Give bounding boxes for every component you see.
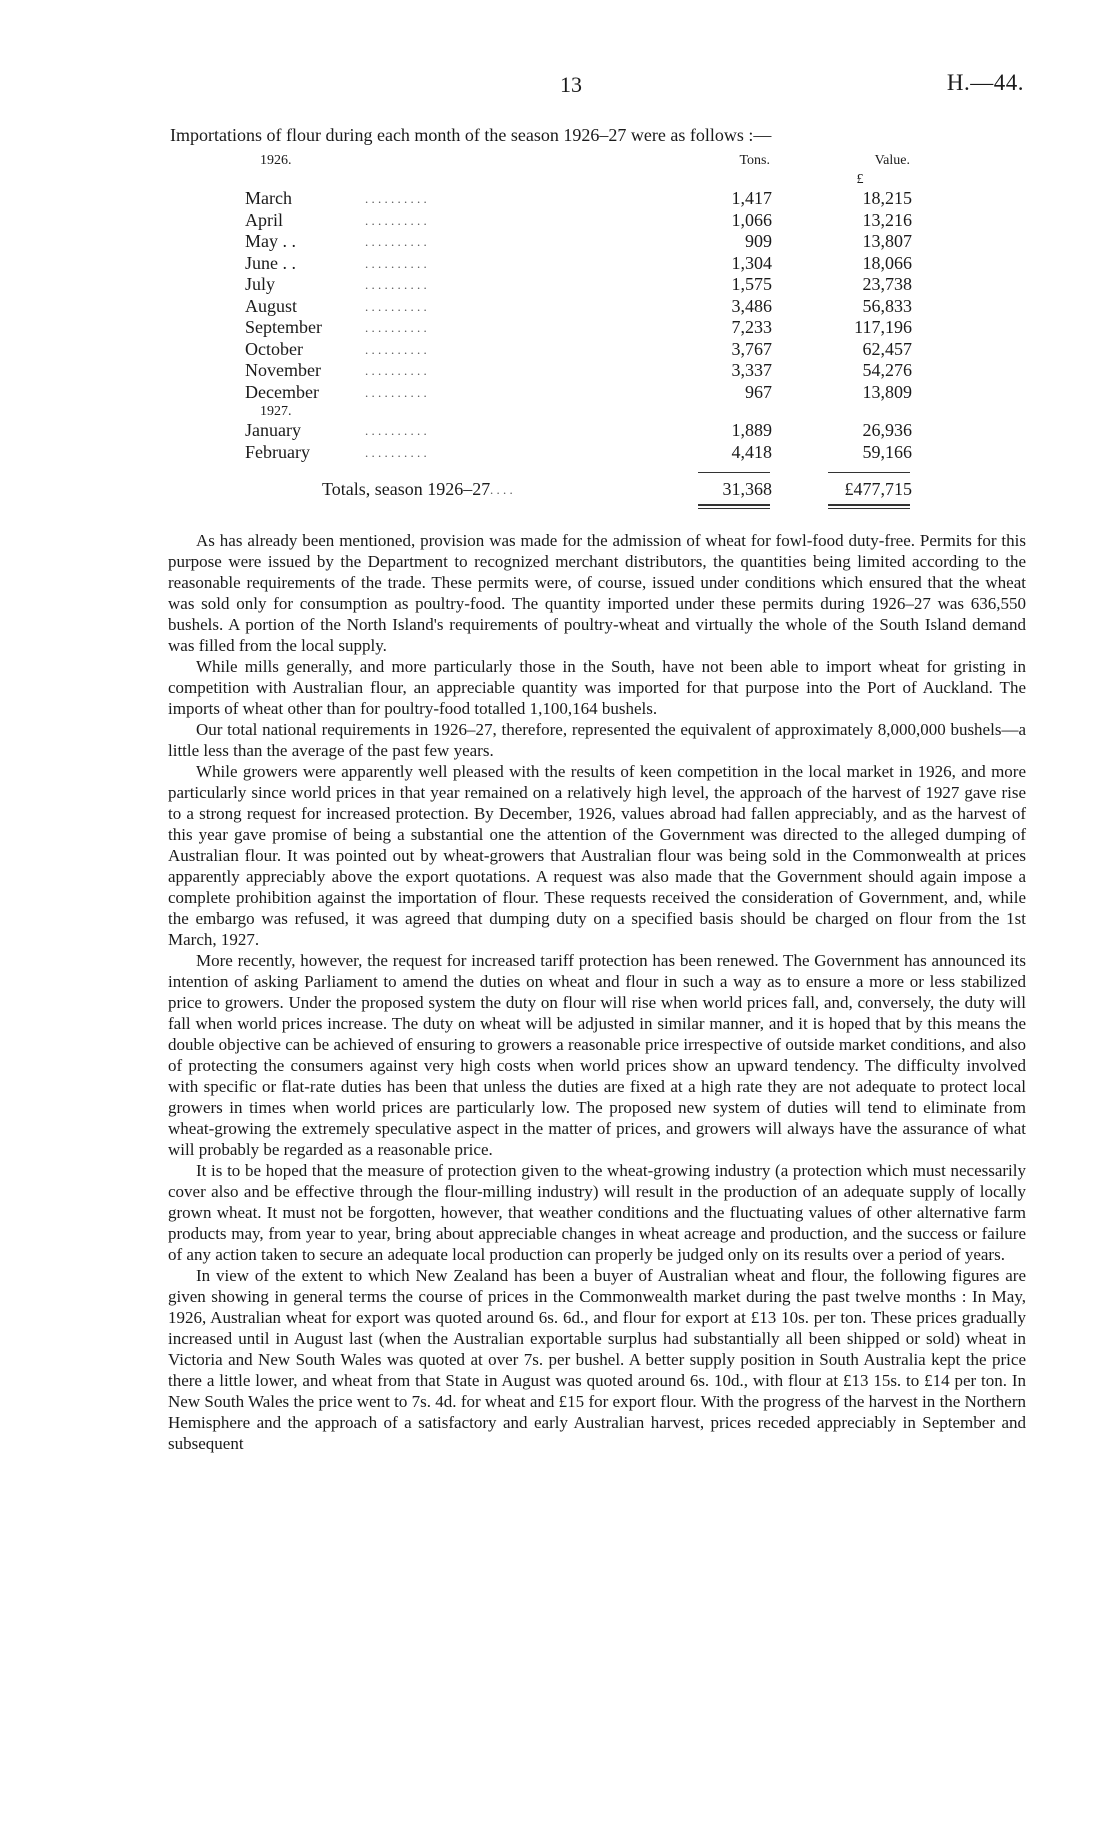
rows-1927 <box>230 420 920 463</box>
year-label-1927: 1927. <box>260 404 292 419</box>
table-row <box>230 442 920 464</box>
paragraph: More recently, however, the request for increased tariff protection has been renewed. The Government has announced its intention of asking Parliament to amend the duties on wheat and flour in such a way as to ensure a more or less stabilized price to growers. Under the proposed system the duty on flour will rise when world prices fall, and, conversely, the duty will fall when world prices increase. The duty on wheat will be adjusted in similar manner, and it is hoped that by this means the double objective can be achieved of ensuring to growers a reasonable price irrespective of outside market conditions, and also of protecting the consumers against very high costs when world prices show an upward tendency. The difficulty involved with specific or flat-rate duties has been that unless the duties are fixed at a high rate they are not adequate to protect local growers in times when world prices are particularly low. The proposed new system of duties will tend to eliminate from wheat-growing the extremely speculative aspect in the matter of prices, and growers will always have the assurance of what will probably be regarded as a reasonable price. <box>168 951 1026 1159</box>
tons-cell: 3,767 <box>678 339 772 361</box>
flour-imports-table <box>230 150 920 513</box>
tons-cell: 1,575 <box>678 274 772 296</box>
leader-dots: . . . . . . . . . . <box>365 444 427 460</box>
tons-cell: 3,337 <box>678 360 772 382</box>
table-intro: Importations of flour during each month of the season 1926–27 were as follows :— <box>170 125 772 145</box>
value-cell: 23,738 <box>862 274 912 294</box>
value-cell: 13,809 <box>862 381 912 402</box>
paragraph: It is to be hoped that the measure of protection given to the wheat-growing industry (a protection which must necessarily cover also and be effective through the flour-milling industry) will result in the production of an adequate supply of locally grown wheat. It must not be forgotten, however, that weather conditions and the fluctuating values of other alternative farm products may, from year to year, bring about appreciable changes in wheat acreage and production, and the success or failure of any action taken to secure an adequate local production can properly be judged only on its results over a period of years. <box>168 1161 1026 1264</box>
tons-total-rule <box>698 504 770 506</box>
table-row <box>230 339 920 361</box>
month-cell: August <box>245 295 298 316</box>
month-cell: May . . <box>245 231 296 251</box>
month-cell: October <box>245 338 303 359</box>
col-value-header: Value. <box>874 153 910 168</box>
month-cell: July <box>245 274 276 294</box>
leader-dots: . . . . . . . . . . <box>365 320 427 335</box>
tons-cell: 1,304 <box>678 253 772 275</box>
table-row <box>230 253 920 275</box>
leader-dots: . . . . . . . . . . <box>365 212 427 228</box>
paragraph: Our total national requirements in 1926–27, therefore, represented the equivalent of approximately 8,000,000 bushels—a little less than the average of the past few years. <box>168 720 1026 760</box>
tons-cell: 909 <box>678 231 772 253</box>
leader-dots: . . . . . . . . . . <box>365 423 427 438</box>
month-cell: September <box>245 317 322 337</box>
leader-dots: . . . . . . . . . . <box>365 191 427 206</box>
table-header-row <box>230 150 920 172</box>
tons-cell: 967 <box>678 382 772 404</box>
leader-dots: . . . . . . . . . . <box>365 298 427 314</box>
table-row <box>230 420 920 442</box>
tons-cell: 7,233 <box>678 317 772 339</box>
value-cell: 62,457 <box>862 338 912 359</box>
tons-cell: 1,889 <box>678 420 772 442</box>
value-total-rule <box>828 504 910 506</box>
page-number: 13 <box>560 72 582 97</box>
month-cell: December <box>245 381 319 402</box>
month-cell: April <box>245 209 283 230</box>
leader-dots: . . . . . . . . . . <box>365 234 427 249</box>
leader-dots: . . . . . . . . . . <box>365 363 427 378</box>
value-cell: 13,216 <box>862 209 912 230</box>
table-row <box>230 317 920 339</box>
value-cell: 59,166 <box>862 441 912 462</box>
document-reference: H.—44. <box>946 70 1024 95</box>
table-row <box>230 382 920 404</box>
paragraph: While mills generally, and more particularly those in the South, have not been able to import wheat for gristing in competition with Australian flour, an appreciable quantity was imported for that purpose into the Port of Auckland. The imports of wheat other than for poultry-food totalled 1,100,164 bushels. <box>168 657 1026 718</box>
value-cell: 56,833 <box>862 295 912 316</box>
total-leader-dots: . . . . <box>490 482 513 497</box>
value-total-rule-2 <box>828 508 910 509</box>
value-unit-row <box>230 172 920 188</box>
tons-cell: 1,417 <box>678 188 772 210</box>
month-cell: January <box>245 420 301 440</box>
value-cell: 18,215 <box>862 188 912 208</box>
leader-dots: . . . . . . . . . . <box>365 384 427 400</box>
rows-1926 <box>230 188 920 403</box>
total-tons: 31,368 <box>678 479 772 501</box>
tons-cell: 3,486 <box>678 296 772 318</box>
paragraph: As has already been mentioned, provision was made for the admission of wheat for fowl-food duty-free. Permits for this purpose were issued by the Department to recognized merchant distributors, the quantities being limited according to the reasonable requirements of the trade. These permits were, of course, issued under conditions which ensured that the wheat was sold only for consumption as poultry-food. The quantity imported under these permits during 1926–27 was 636,550 bushels. A portion of the North Island's requirements of poultry-wheat and virtually the whole of the South Island demand was filled from the local supply. <box>168 531 1026 655</box>
table-row <box>230 360 920 382</box>
tons-total-rule-2 <box>698 508 770 509</box>
table-row <box>230 231 920 253</box>
subtotal-rule-row <box>230 463 920 479</box>
body-text <box>168 530 1026 1454</box>
total-double-rule-row <box>230 501 920 513</box>
total-row <box>230 479 920 501</box>
year-label-1927-row <box>230 403 920 420</box>
tons-cell: 4,418 <box>678 442 772 464</box>
col-tons-header: Tons. <box>739 153 770 168</box>
table-row <box>230 274 920 296</box>
paragraph: In view of the extent to which New Zealand has been a buyer of Australian wheat and flour, the following figures are given showing in general terms the course of prices in the Commonwealth market during the past twelve months : In May, 1926, Australian wheat for export was quoted around 6s. 6d., and flour for export at £13 10s. per ton. These prices gradually increased until in August last (when the Australian exportable surplus had substantially all been shipped or sold) wheat in Victoria and New South Wales was quoted at over 7s. per bushel. A better supply position in South Australia kept the price there a little lower, and wheat from that State in August was quoted around 6s. 10d., with flour at £13 15s. to £14 per ton. In New South Wales the price went to 7s. 4d. for wheat and £15 for export flour. With the progress of the harvest in the Northern Hemisphere and the approach of a satisfactory and early Australian harvest, prices receded appreciably in September and subsequent <box>168 1266 1026 1453</box>
value-cell: 26,936 <box>862 420 912 440</box>
leader-dots: . . . . . . . . . . <box>365 277 427 292</box>
value-cell: 18,066 <box>862 252 912 273</box>
leader-dots: . . . . . . . . . . <box>365 341 427 357</box>
value-subtotal-rule <box>828 472 910 473</box>
table-row <box>230 296 920 318</box>
total-value: £477,715 <box>844 479 912 499</box>
value-cell: 13,807 <box>862 231 912 251</box>
month-cell: February <box>245 441 310 462</box>
table-row <box>230 210 920 232</box>
paragraph: While growers were apparently well pleased with the results of keen competition in the local market in 1926, and more particularly since world prices in that year remained on a relatively high level, the approach of the harvest of 1927 gave rise to a strong request for increased protection. By December, 1926, values abroad had fallen appreciably, and as the harvest of this year gave promise of being a substantial one the attention of the Government was directed to the alleged dumping of Australian flour. It was pointed out by wheat-growers that Australian flour was being sold in the Commonwealth at prices apparently appreciably above the export quotations. A request was also made that the Government should again impose a complete prohibition against the importation of flour. These requests received the consideration of Government, and, while the embargo was refused, it was agreed that dumping duty on a specified basis should be charged on flour from the 1st March, 1927. <box>168 762 1026 949</box>
total-label: Totals, season 1926–27 <box>322 479 491 499</box>
month-cell: June . . <box>245 252 296 273</box>
tons-cell: 1,066 <box>678 210 772 232</box>
value-cell: 117,196 <box>854 317 912 337</box>
col-value-unit: £ <box>856 172 864 187</box>
tons-subtotal-rule <box>698 472 770 473</box>
table-row <box>230 188 920 210</box>
month-cell: November <box>245 360 321 380</box>
month-cell: March <box>245 188 292 208</box>
leader-dots: . . . . . . . . . . <box>365 255 427 271</box>
year-label-1926: 1926. <box>260 153 292 168</box>
value-cell: 54,276 <box>862 360 912 380</box>
